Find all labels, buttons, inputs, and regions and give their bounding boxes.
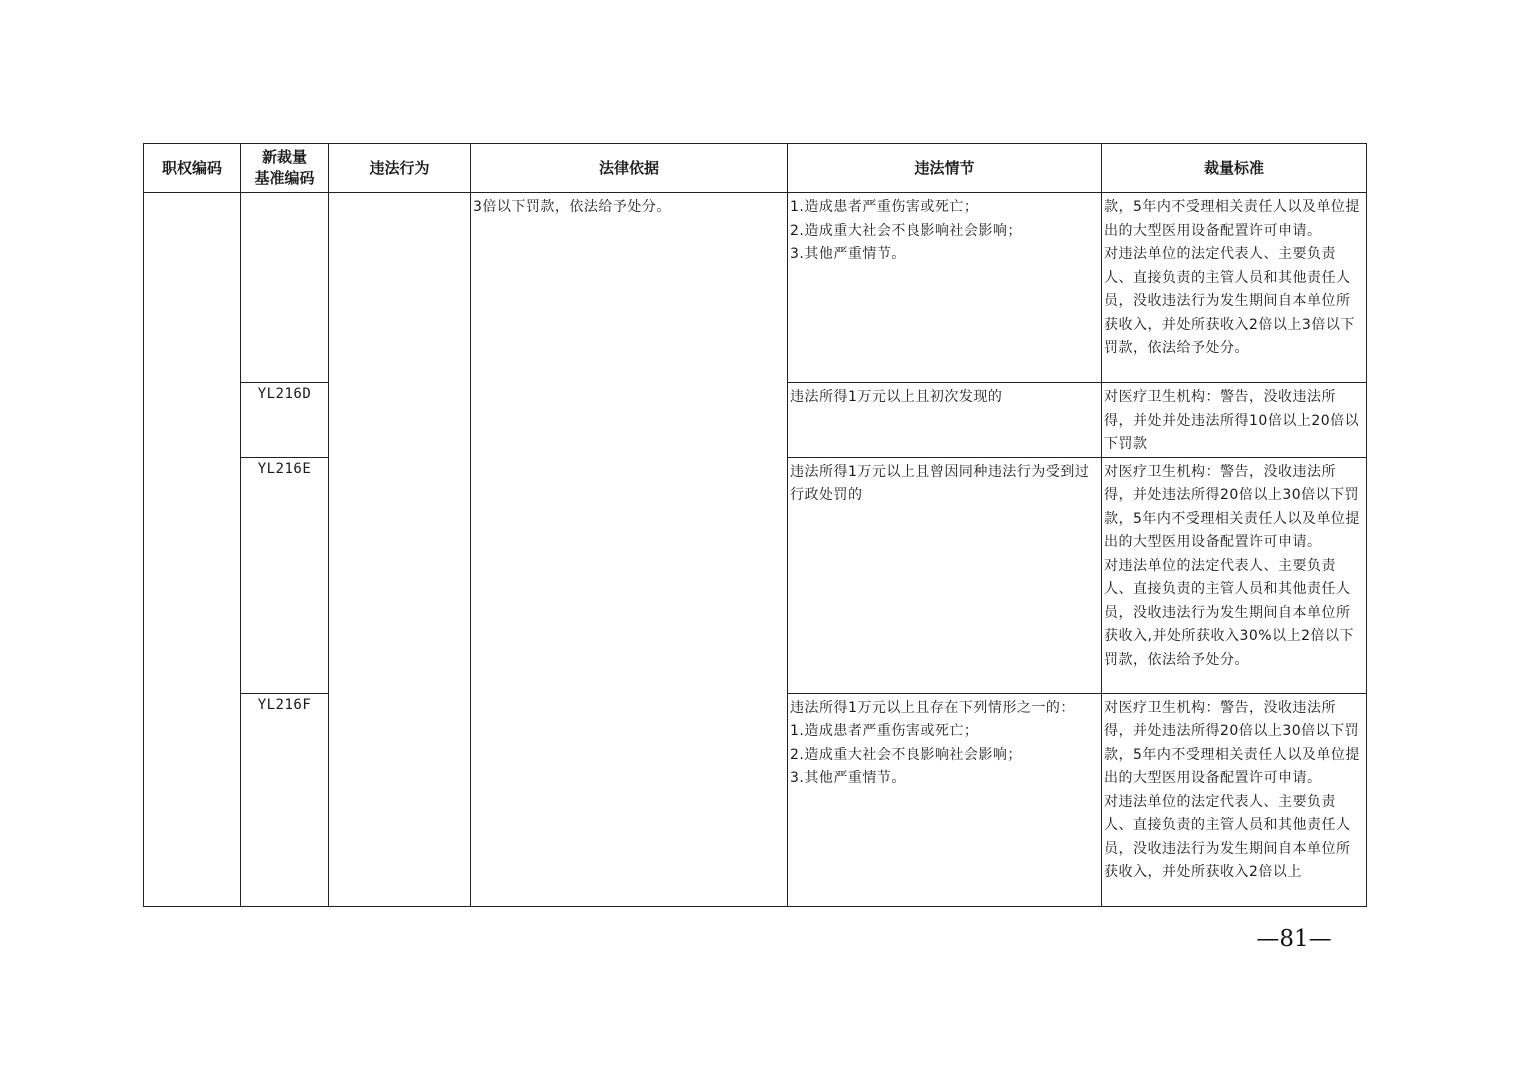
header-basis: 法律依据 bbox=[471, 144, 788, 193]
circumstance-cell: 1.造成患者严重伤害或死亡； 2.造成重大社会不良影响社会影响； 3.其他严重情节。 bbox=[788, 193, 1102, 383]
header-circumstance: 违法情节 bbox=[788, 144, 1102, 193]
standard-cell: 对医疗卫生机构：警告，没收违法所得，并处违法所得20倍以上30倍以下罚款，5年内不受理相关责任人以及单位提出的大型医用设备配置许可申请。 对违法单位的法定代表人、主要负责人、直接负责的主管人员和其他责任人员，没收违法行为发生期间自本单位所获收入,并处所获收入30%以上2倍以下罚款，依法给予处分。 bbox=[1102, 457, 1367, 693]
table-header-row bbox=[144, 144, 1367, 193]
header-new-code bbox=[241, 144, 329, 193]
new-code-cell: YL216F bbox=[241, 693, 329, 906]
header-code: 职权编码 bbox=[144, 144, 241, 193]
behavior-cell bbox=[329, 193, 471, 907]
circumstance-cell: 违法所得1万元以上且曾因同种违法行为受到过行政处罚的 bbox=[788, 457, 1102, 693]
header-behavior: 违法行为 bbox=[329, 144, 471, 193]
table-row bbox=[144, 193, 1367, 383]
new-code-cell: YL216D bbox=[241, 383, 329, 458]
new-code-cell: YL216E bbox=[241, 457, 329, 693]
circumstance-cell: 违法所得1万元以上且初次发现的 bbox=[788, 383, 1102, 458]
new-code-cell bbox=[241, 193, 329, 383]
page-number: —81— bbox=[1256, 926, 1332, 952]
basis-cell: 3倍以下罚款，依法给予处分。 bbox=[471, 193, 788, 907]
standard-cell: 对医疗卫生机构：警告，没收违法所得，并处并处违法所得10倍以上20倍以下罚款 bbox=[1102, 383, 1367, 458]
penalty-table bbox=[143, 143, 1367, 907]
circumstance-cell: 违法所得1万元以上且存在下列情形之一的： 1.造成患者严重伤害或死亡； 2.造成重大社会不良影响社会影响； 3.其他严重情节。 bbox=[788, 693, 1102, 906]
standard-cell: 对医疗卫生机构：警告，没收违法所得，并处违法所得20倍以上30倍以下罚款，5年内不受理相关责任人以及单位提出的大型医用设备配置许可申请。 对违法单位的法定代表人、主要负责人、直接负责的主管人员和其他责任人员，没收违法行为发生期间自本单位所获收入，并处所获收入2倍以上 bbox=[1102, 693, 1367, 906]
header-new-code-line1: 新裁量 bbox=[261, 148, 307, 166]
code-cell bbox=[144, 193, 241, 907]
standard-cell: 款，5年内不受理相关责任人以及单位提出的大型医用设备配置许可申请。 对违法单位的法定代表人、主要负责人、直接负责的主管人员和其他责任人员，没收违法行为发生期间自本单位所获收入，并处所获收入2倍以上3倍以下罚款，依法给予处分。 bbox=[1102, 193, 1367, 383]
header-standard: 裁量标准 bbox=[1102, 144, 1367, 193]
header-new-code-line2: 基准编码 bbox=[254, 169, 315, 187]
